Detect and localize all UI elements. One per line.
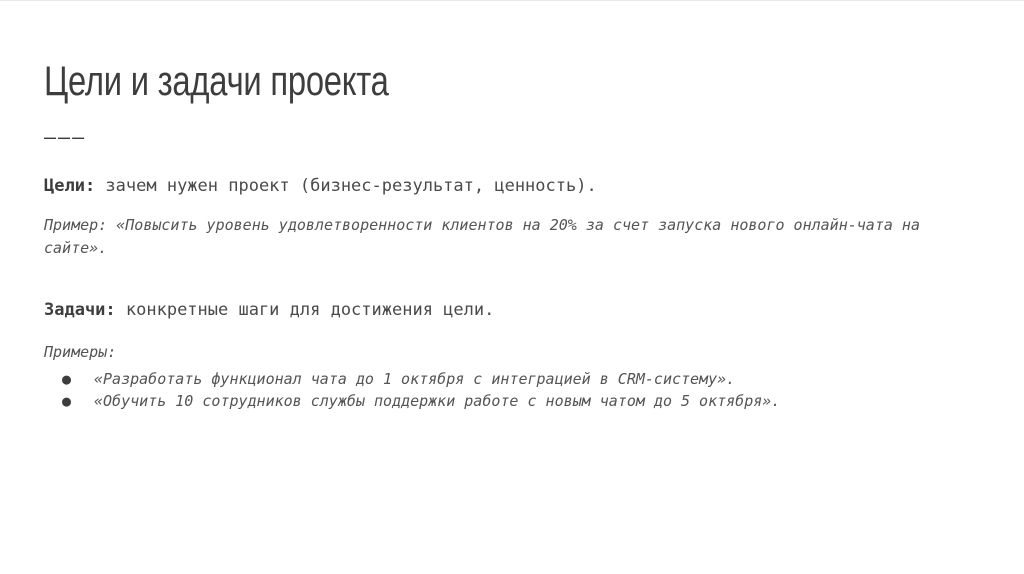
title-divider: ——— xyxy=(44,125,87,149)
goals-example: Пример: «Повысить уровень удовлетворенности клиентов на 20% за счет запуска нового онлайн-чата на сайте». xyxy=(44,216,920,257)
slide-title: Цели и задачи проекта xyxy=(44,57,389,104)
tasks-examples-label: Примеры: xyxy=(44,343,117,361)
goals-label: Цели: xyxy=(44,176,96,196)
goals-text: зачем нужен проект (бизнес-результат, ценность). xyxy=(95,176,597,196)
list-item-text: «Разработать функционал чата до 1 октября с интеграцией в CRM-систему». xyxy=(94,370,736,388)
bullet-icon: ● xyxy=(62,370,72,388)
tasks-examples-list xyxy=(44,368,984,412)
list-item xyxy=(44,368,984,390)
tasks-label: Задачи: xyxy=(44,300,116,320)
list-item-text: «Обучить 10 сотрудников службы поддержки работе с новым чатом до 5 октября». xyxy=(94,392,781,410)
bullet-icon: ● xyxy=(62,392,72,410)
goals-definition xyxy=(44,174,964,198)
tasks-definition xyxy=(44,298,964,322)
tasks-text: конкретные шаги для достижения цели. xyxy=(115,300,495,320)
list-item xyxy=(44,390,984,412)
